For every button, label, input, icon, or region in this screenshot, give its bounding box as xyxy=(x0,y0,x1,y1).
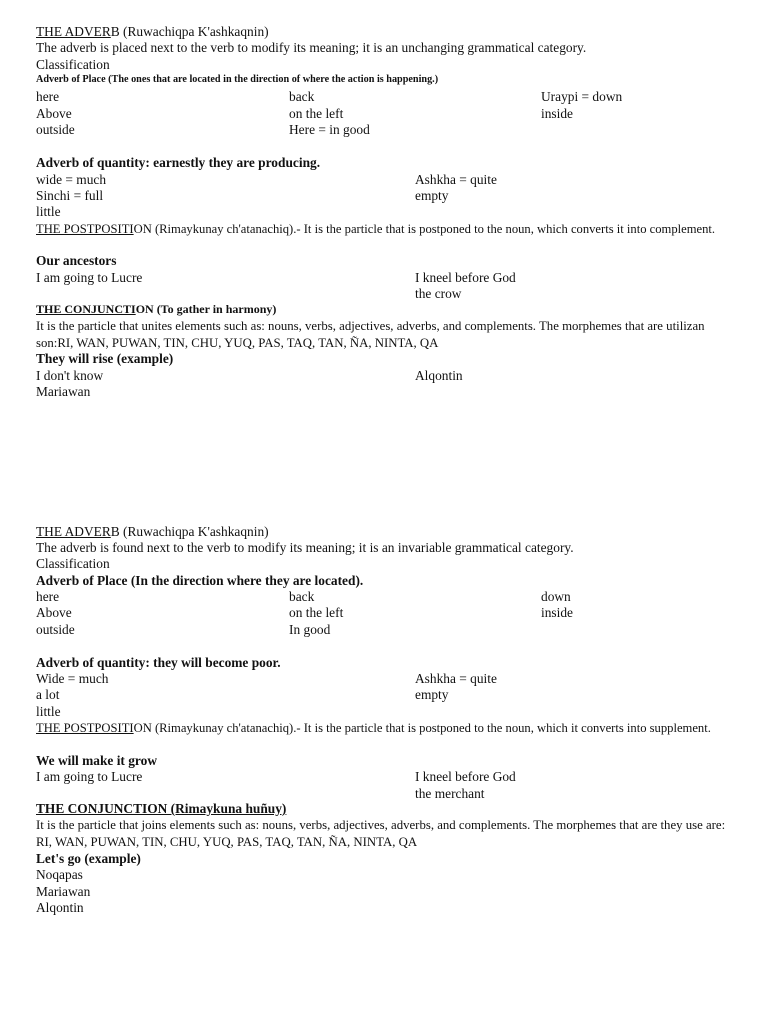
place-cell: inside xyxy=(541,605,573,620)
grow-cell: I kneel before God xyxy=(415,769,516,784)
place-cell: inside xyxy=(541,106,573,121)
conjunction-title-1 xyxy=(36,301,276,317)
ancestor-cell: the crow xyxy=(415,286,462,301)
ancestor-cell: I kneel before God xyxy=(415,270,516,285)
rise-cell: Mariawan xyxy=(36,384,91,399)
conjunction-underlined: THE CONJUNCTI xyxy=(36,302,136,316)
grow-cell: I am going to Lucre xyxy=(36,769,143,784)
go-list-item: Alqontin xyxy=(36,900,84,915)
rise-heading: They will rise (example) xyxy=(36,351,174,366)
conjunction-title-2: THE CONJUNCTION (Rimaykuna huñuy) xyxy=(36,801,287,816)
go-heading: Let's go (example) xyxy=(36,851,141,866)
classification-label-2: Classification xyxy=(36,556,110,571)
place-cell: back xyxy=(289,89,315,104)
adverb-title-rest: B (Ruwachiqpa K'ashkaqnin) xyxy=(110,24,269,39)
place-heading-2: Adverb of Place (In the direction where they are located). xyxy=(36,573,364,588)
place-cell: outside xyxy=(36,622,75,637)
place-cell: down xyxy=(541,589,571,604)
adverb-description-2: The adverb is found next to the verb to modify its meaning; it is an invariable grammatical category. xyxy=(36,540,574,555)
adverb-title-underlined: THE ADVER xyxy=(36,24,111,39)
adverb-title-1 xyxy=(36,24,269,40)
conjunction-description-2: It is the particle that joins elements such as: nouns, verbs, adjectives, adverbs, and complements. The morphemes that are they use are: RI, WAN, PUWAN, TIN, CHU, YUQ, PAS, TAQ, TAN, ÑA, NINTA, QA xyxy=(36,818,726,849)
place-cell: back xyxy=(289,589,315,604)
quantity-heading-2: Adverb of quantity: they will become poor. xyxy=(36,655,281,670)
place-cell: Uraypi = down xyxy=(541,89,623,104)
place-cell: Here = in good xyxy=(289,122,370,137)
rise-cell: I don't know xyxy=(36,368,104,383)
postposition-rest: ON (Rimaykunay ch'atanachiq).- It is the particle that is postponed to the noun, which it converts into supplement. xyxy=(133,721,711,735)
adverb-title-underlined: THE ADVER xyxy=(36,524,111,539)
place-cell: In good xyxy=(289,622,331,637)
adverb-description-1: The adverb is placed next to the verb to modify its meaning; it is an unchanging grammatical category. xyxy=(36,40,587,55)
quantity-cell: empty xyxy=(415,188,449,203)
conjunction-description-1: It is the particle that unites elements such as: nouns, verbs, adjectives, adverbs, and complements. The morphemes that are utilizan son:RI, WAN, PUWAN, TIN, CHU, YUQ, PAS, TAQ, TAN, ÑA, NINTA, QA xyxy=(36,319,705,350)
grow-cell: the merchant xyxy=(415,786,485,801)
quantity-cell: wide = much xyxy=(36,172,107,187)
grow-heading: We will make it grow xyxy=(36,753,157,768)
place-cell: here xyxy=(36,589,60,604)
classification-label-1: Classification xyxy=(36,57,110,72)
postposition-rest: ON (Rimaykunay ch'atanachiq).- It is the particle that is postponed to the noun, which converts it into complement. xyxy=(133,222,716,236)
place-cell: on the left xyxy=(289,106,344,121)
quantity-heading-1: Adverb of quantity: earnestly they are producing. xyxy=(36,155,321,170)
postposition-underlined: THE POSTPOSITI xyxy=(36,222,134,236)
place-heading-1: Adverb of Place (The ones that are located in the direction of where the action is happening.) xyxy=(36,74,439,85)
conjunction-rest: ON (To gather in harmony) xyxy=(135,302,277,316)
quantity-cell: Sinchi = full xyxy=(36,188,104,203)
place-cell: on the left xyxy=(289,605,344,620)
place-cell: here xyxy=(36,89,60,104)
place-cell: Above xyxy=(36,605,72,620)
postposition-paragraph-1 xyxy=(36,221,736,237)
ancestor-cell: I am going to Lucre xyxy=(36,270,143,285)
postposition-paragraph-2 xyxy=(36,720,736,736)
postposition-underlined: THE POSTPOSITI xyxy=(36,721,134,735)
quantity-cell: Wide = much xyxy=(36,671,109,686)
place-cell: Above xyxy=(36,106,72,121)
rise-cell: Alqontin xyxy=(415,368,463,383)
go-list-item: Mariawan xyxy=(36,884,91,899)
quantity-cell: little xyxy=(36,704,61,719)
place-cell: outside xyxy=(36,122,75,137)
ancestors-heading: Our ancestors xyxy=(36,253,117,268)
quantity-cell: Ashkha = quite xyxy=(415,671,497,686)
go-list-item: Noqapas xyxy=(36,867,83,882)
quantity-cell: Ashkha = quite xyxy=(415,172,497,187)
adverb-title-2 xyxy=(36,524,269,540)
quantity-cell: empty xyxy=(415,687,449,702)
quantity-cell: a lot xyxy=(36,687,60,702)
quantity-cell: little xyxy=(36,204,61,219)
adverb-title-rest: B (Ruwachiqpa K'ashkaqnin) xyxy=(110,524,269,539)
